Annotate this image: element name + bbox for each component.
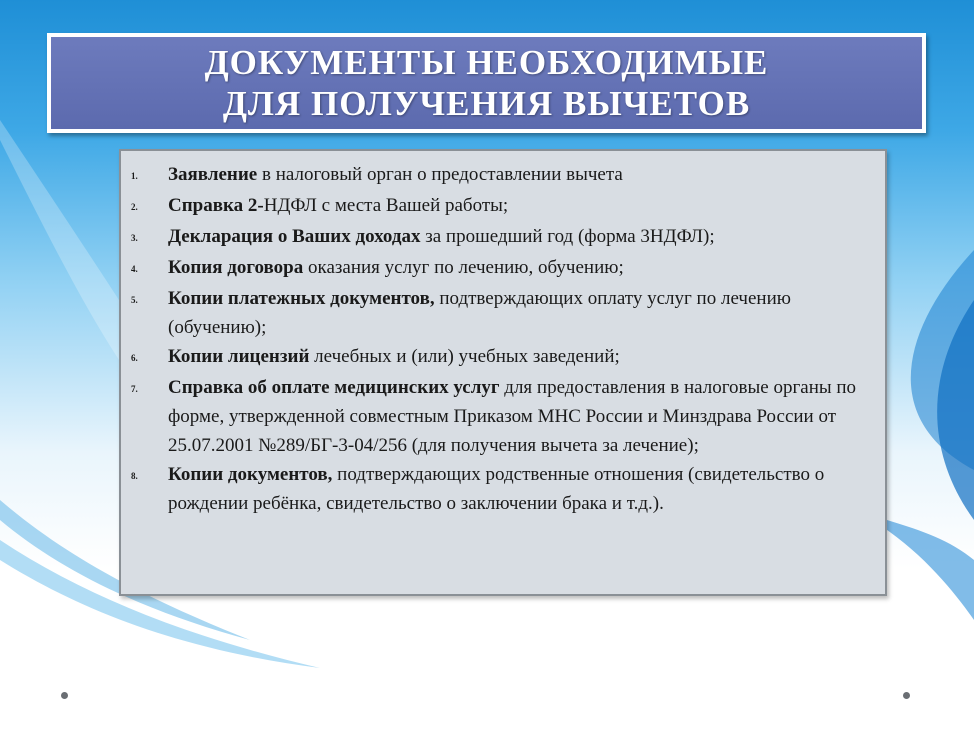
list-item-rest: в налоговый орган о предоставлении вычета: [257, 164, 623, 185]
list-item-bold: Копия договора: [168, 257, 304, 278]
list-item-text: [168, 342, 871, 373]
list-item-rest: подтверждающих оплату услуг по лечению (обучению);: [168, 288, 791, 338]
list-item-bold: Декларация о Ваших доходах: [168, 226, 421, 247]
list-item-text: [168, 253, 871, 284]
list-item-number: 2.: [131, 202, 138, 212]
list-item-number: 8.: [131, 471, 138, 481]
list-item-rest: оказания услуг по лечению, обучению;: [303, 257, 624, 278]
title-banner: [47, 33, 926, 133]
list-item-text: [168, 284, 871, 342]
list-item-rest: НДФЛ с места Вашей работы;: [263, 195, 509, 216]
documents-list: [121, 151, 885, 518]
list-item: [131, 160, 871, 191]
list-item-text: [168, 222, 871, 253]
slide-dot-right: [903, 692, 910, 699]
title-line-2: ДЛЯ ПОЛУЧЕНИЯ ВЫЧЕТОВ: [222, 84, 751, 123]
list-item-rest: подтверждающих родственные отношения (свидетельство о рождении ребёнка, свидетельство о заключении брака и т.д.).: [168, 464, 825, 514]
list-item-rest: для предоставления в налоговые органы по форме, утвержденной совместным Приказом МНС России и Минздрава России от 25.07.2001 №289/БГ-3-04/256 (для получения вычета за лечение);: [168, 377, 857, 456]
list-item-bold: Копии платежных документов,: [168, 288, 435, 309]
list-item: [131, 460, 871, 518]
slide-dot-left: [61, 692, 68, 699]
page-title: [205, 42, 769, 124]
list-item-text: [168, 460, 871, 518]
list-item-text: [168, 160, 871, 191]
list-item-number: 5.: [131, 295, 138, 305]
list-item: [131, 342, 871, 373]
list-item-bold: Копии лицензий: [168, 346, 310, 367]
list-item-bold: Заявление: [168, 164, 258, 185]
list-item-bold: Копии документов,: [168, 464, 333, 485]
list-item: [131, 222, 871, 253]
list-item-rest: за прошедший год (форма 3НДФЛ);: [420, 226, 715, 247]
list-item-number: 7.: [131, 384, 138, 394]
list-item: [131, 253, 871, 284]
list-item: [131, 191, 871, 222]
list-item-bold: Справка об оплате медицинских услуг: [168, 377, 500, 398]
list-item-number: 3.: [131, 233, 138, 243]
list-item: [131, 284, 871, 342]
list-item-number: 6.: [131, 353, 138, 363]
list-item: [131, 373, 871, 460]
list-item-rest: лечебных и (или) учебных заведений;: [309, 346, 620, 367]
list-item-text: [168, 191, 871, 222]
documents-panel: [119, 149, 887, 596]
title-line-1: ДОКУМЕНТЫ НЕОБХОДИМЫЕ: [204, 43, 769, 82]
list-item-number: 4.: [131, 264, 138, 274]
list-item-text: [168, 373, 871, 460]
list-item-number: 1.: [131, 171, 138, 181]
list-item-bold: Справка 2-: [168, 195, 264, 216]
